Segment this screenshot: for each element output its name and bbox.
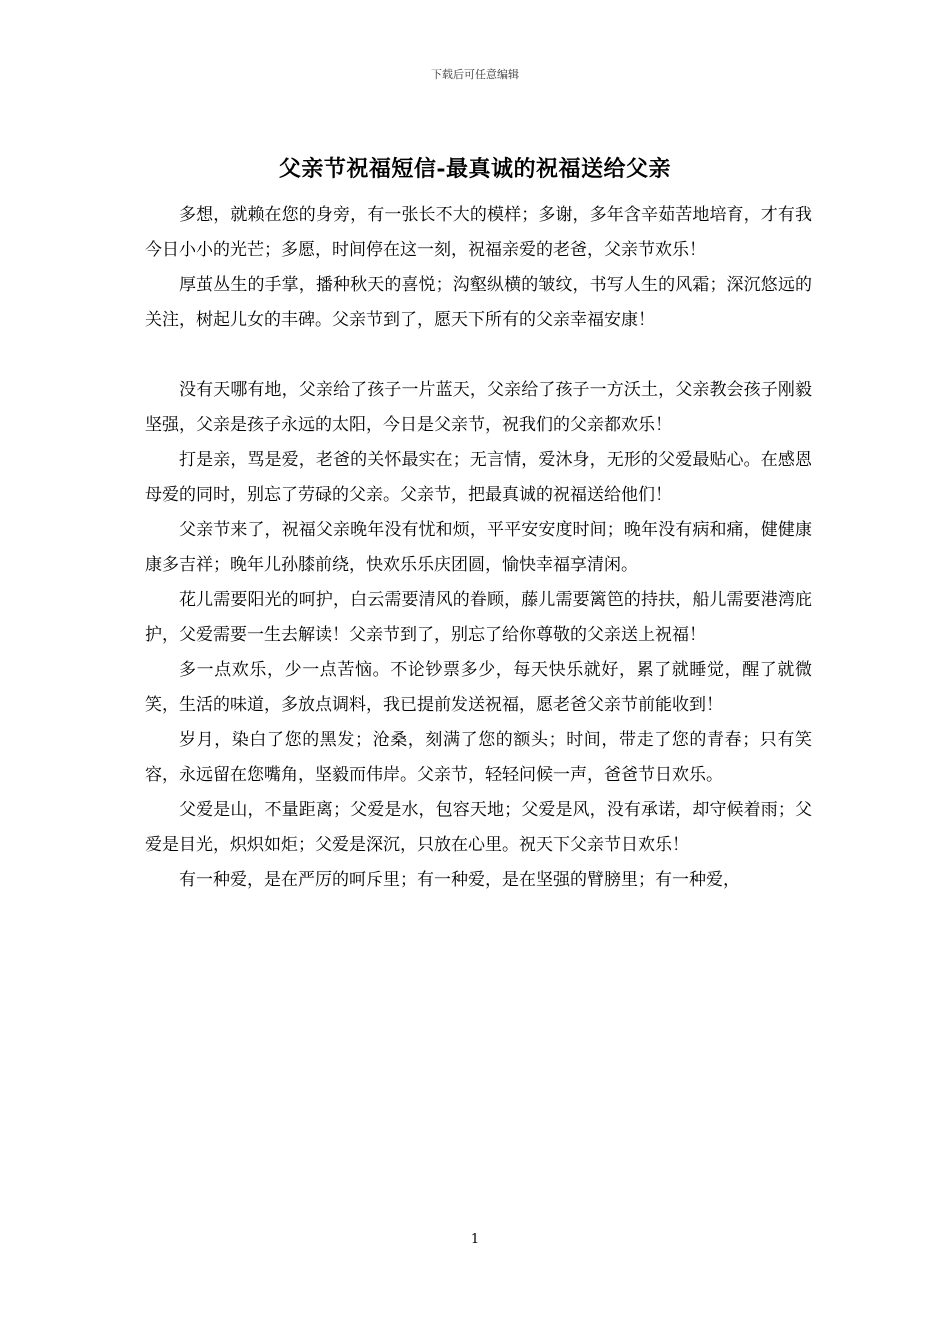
page-number: 1 xyxy=(470,1232,480,1247)
paragraph: 父亲节来了，祝福父亲晚年没有忧和烦，平平安安度时间；晚年没有病和痛，健健康康多吉祥；晚年儿孙膝前绕，快欢乐乐庆团圆，愉快幸福享清闲。 xyxy=(145,520,812,575)
document-body xyxy=(145,198,812,898)
paragraph: 厚茧丛生的手掌，播种秋天的喜悦；沟壑纵横的皱纹，书写人生的风霜；深沉悠远的关注，树起儿女的丰碑。父亲节到了，愿天下所有的父亲幸福安康！ xyxy=(145,275,812,330)
paragraph: 有一种爱，是在严厉的呵斥里；有一种爱，是在坚强的臂膀里；有一种爱， xyxy=(179,870,740,890)
paragraph: 父爱是山，不量距离；父爱是水，包容天地；父爱是风，没有承诺，却守候着雨；父爱是目光，炽炽如炬；父爱是深沉，只放在心里。祝天下父亲节日欢乐！ xyxy=(145,800,812,855)
document-title: 父亲节祝福短信-最真诚的祝福送给父亲 xyxy=(278,156,672,182)
paragraph: 岁月，染白了您的黑发；沧桑，刻满了您的额头；时间，带走了您的青春；只有笑容，永远留在您嘴角，坚毅而伟岸。父亲节，轻轻问候一声，爸爸节日欢乐。 xyxy=(145,730,812,785)
page-header: 下载后可任意编辑 xyxy=(431,68,519,81)
paragraph: 多想，就赖在您的身旁，有一张长不大的模样；多谢，多年含辛茹苦地培育，才有我今日小小的光芒；多愿，时间停在这一刻，祝福亲爱的老爸，父亲节欢乐！ xyxy=(145,205,812,260)
paragraph: 多一点欢乐，少一点苦恼。不论钞票多少，每天快乐就好，累了就睡觉，醒了就微笑，生活的味道，多放点调料，我已提前发送祝福，愿老爸父亲节前能收到！ xyxy=(145,660,812,715)
paragraph: 打是亲，骂是爱，老爸的关怀最实在；无言情，爱沐身，无形的父爱最贴心。在感恩母爱的同时，别忘了劳碌的父亲。父亲节，把最真诚的祝福送给他们！ xyxy=(145,450,812,505)
paragraph: 花儿需要阳光的呵护，白云需要清风的眷顾，藤儿需要篱笆的持扶，船儿需要港湾庇护，父爱需要一生去解读！父亲节到了，别忘了给你尊敬的父亲送上祝福！ xyxy=(145,590,812,645)
paragraph: 没有天哪有地，父亲给了孩子一片蓝天，父亲给了孩子一方沃土，父亲教会孩子刚毅坚强，父亲是孩子永远的太阳，今日是父亲节，祝我们的父亲都欢乐！ xyxy=(145,380,812,435)
